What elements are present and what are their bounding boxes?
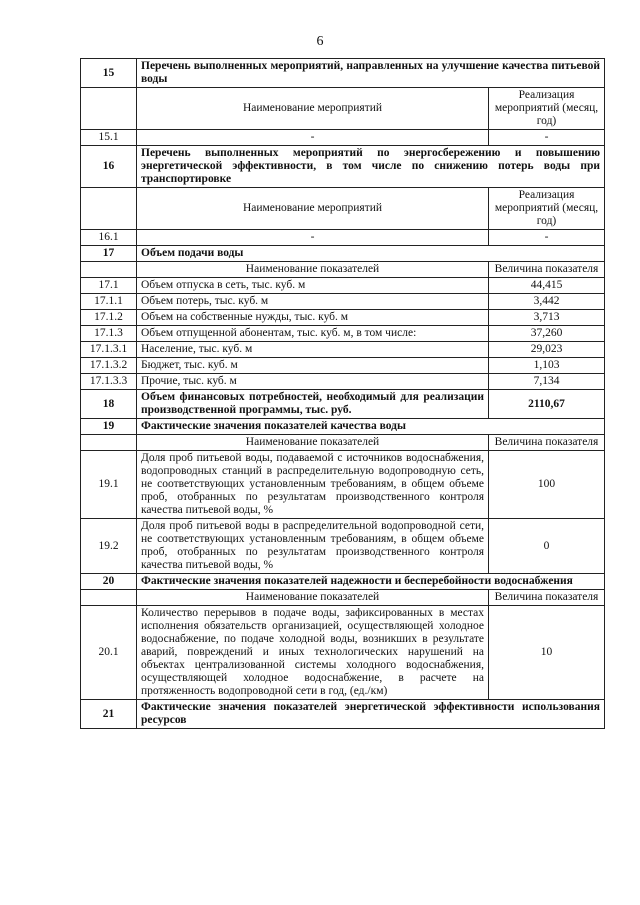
section-title: Фактические значения показателей надежности и бесперебойности водоснабжения <box>137 574 605 590</box>
section-number: 16 <box>81 146 137 188</box>
section-21-header <box>81 700 605 729</box>
table-row <box>81 451 605 519</box>
report-table <box>80 58 605 729</box>
row-number: 17.1.3.3 <box>81 374 137 390</box>
row-value: 100 <box>489 451 605 519</box>
row-number: 19.2 <box>81 519 137 574</box>
row-value: 3,713 <box>489 310 605 326</box>
table-row <box>81 358 605 374</box>
section-15-header <box>81 59 605 88</box>
section-16-columns <box>81 188 605 230</box>
section-title: Перечень выполненных мероприятий, направленных на улучшение качества питьевой воды <box>137 59 605 88</box>
section-20-columns <box>81 590 605 606</box>
row-name: Население, тыс. куб. м <box>137 342 489 358</box>
page-number: 6 <box>316 34 324 49</box>
row-value: 44,415 <box>489 278 605 294</box>
section-18-row <box>81 390 605 419</box>
row-name: Объем на собственные нужды, тыс. куб. м <box>137 310 489 326</box>
table-row <box>81 374 605 390</box>
section-17-columns <box>81 262 605 278</box>
column-header-name: Наименование мероприятий <box>137 88 489 130</box>
section-16-header <box>81 146 605 188</box>
section-17-header <box>81 246 605 262</box>
column-header-implementation: Реализация мероприятий (месяц, год) <box>489 88 605 130</box>
row-name: Объем потерь, тыс. куб. м <box>137 294 489 310</box>
section-title: Перечень выполненных мероприятий по энергосбережению и повышению энергетической эффективности, в том числе по снижению потерь воды при транспортировке <box>137 146 605 188</box>
section-value: 2110,67 <box>489 390 605 419</box>
row-number: 20.1 <box>81 606 137 700</box>
column-header-name: Наименование показателей <box>137 262 489 278</box>
row-name: Бюджет, тыс. куб. м <box>137 358 489 374</box>
row-number: 17.1 <box>81 278 137 294</box>
section-number: 17 <box>81 246 137 262</box>
column-header-implementation: Реализация мероприятий (месяц, год) <box>489 188 605 230</box>
section-number: 15 <box>81 59 137 88</box>
column-header-name: Наименование показателей <box>137 435 489 451</box>
section-number: 19 <box>81 419 137 435</box>
column-header-value: Величина показателя <box>489 435 605 451</box>
row-number: 16.1 <box>81 230 137 246</box>
table-row <box>81 342 605 358</box>
section-19-columns <box>81 435 605 451</box>
row-value: 7,134 <box>489 374 605 390</box>
row-name: - <box>137 230 489 246</box>
section-title: Объем подачи воды <box>137 246 605 262</box>
section-title: Объем финансовых потребностей, необходимый для реализации производственной программы, тыс. руб. <box>137 390 489 419</box>
table-row <box>81 326 605 342</box>
row-number: 17.1.1 <box>81 294 137 310</box>
section-number: 20 <box>81 574 137 590</box>
row-number: 15.1 <box>81 130 137 146</box>
row-number: 19.1 <box>81 451 137 519</box>
row-value: 29,023 <box>489 342 605 358</box>
section-title: Фактические значения показателей энергетической эффективности использования ресурсов <box>137 700 605 729</box>
row-name: Доля проб питьевой воды в распределительной водопроводной сети, не соответствующих установленным требованиям, в общем объеме проб, отобранных по результатам производственного контроля качества питьевой воды, % <box>137 519 489 574</box>
row-name: Объем отпуска в сеть, тыс. куб. м <box>137 278 489 294</box>
row-number: 17.1.3 <box>81 326 137 342</box>
row-value: 37,260 <box>489 326 605 342</box>
table-row <box>81 130 605 146</box>
table-row <box>81 278 605 294</box>
row-value: - <box>489 130 605 146</box>
table-row <box>81 294 605 310</box>
row-number: 17.1.3.1 <box>81 342 137 358</box>
table-row <box>81 230 605 246</box>
row-value: 10 <box>489 606 605 700</box>
column-header-value: Величина показателя <box>489 590 605 606</box>
section-number: 18 <box>81 390 137 419</box>
section-number: 21 <box>81 700 137 729</box>
table-row <box>81 310 605 326</box>
column-header-value: Величина показателя <box>489 262 605 278</box>
row-value: 3,442 <box>489 294 605 310</box>
section-15-columns <box>81 88 605 130</box>
row-name: - <box>137 130 489 146</box>
row-value: 1,103 <box>489 358 605 374</box>
column-header-name: Наименование показателей <box>137 590 489 606</box>
column-header-name: Наименование мероприятий <box>137 188 489 230</box>
row-number: 17.1.3.2 <box>81 358 137 374</box>
row-name: Объем отпущенной абонентам, тыс. куб. м, в том числе: <box>137 326 489 342</box>
section-19-header <box>81 419 605 435</box>
row-name: Прочие, тыс. куб. м <box>137 374 489 390</box>
row-name: Количество перерывов в подаче воды, зафиксированных в местах исполнения обязательств организацией, осуществляющей холодное водоснабжение, по подаче холодной воды, возникших в результате аварий, повреждений и иных технологических нарушений на объектах централизованной системы холодного водоснабжения, осуществляющей холодное водоснабжение, в расчете на протяженность водопроводной сети в год, (ед./км) <box>137 606 489 700</box>
section-20-header <box>81 574 605 590</box>
row-value: - <box>489 230 605 246</box>
table-row <box>81 519 605 574</box>
section-title: Фактические значения показателей качества воды <box>137 419 605 435</box>
row-value: 0 <box>489 519 605 574</box>
row-number: 17.1.2 <box>81 310 137 326</box>
table-row <box>81 606 605 700</box>
row-name: Доля проб питьевой воды, подаваемой с источников водоснабжения, водопроводных станций в распределительную водопроводную сеть, не соответствующих установленным требованиям, в общем объеме проб, отобранных по результатам производственного контроля качества питьевой воды, % <box>137 451 489 519</box>
